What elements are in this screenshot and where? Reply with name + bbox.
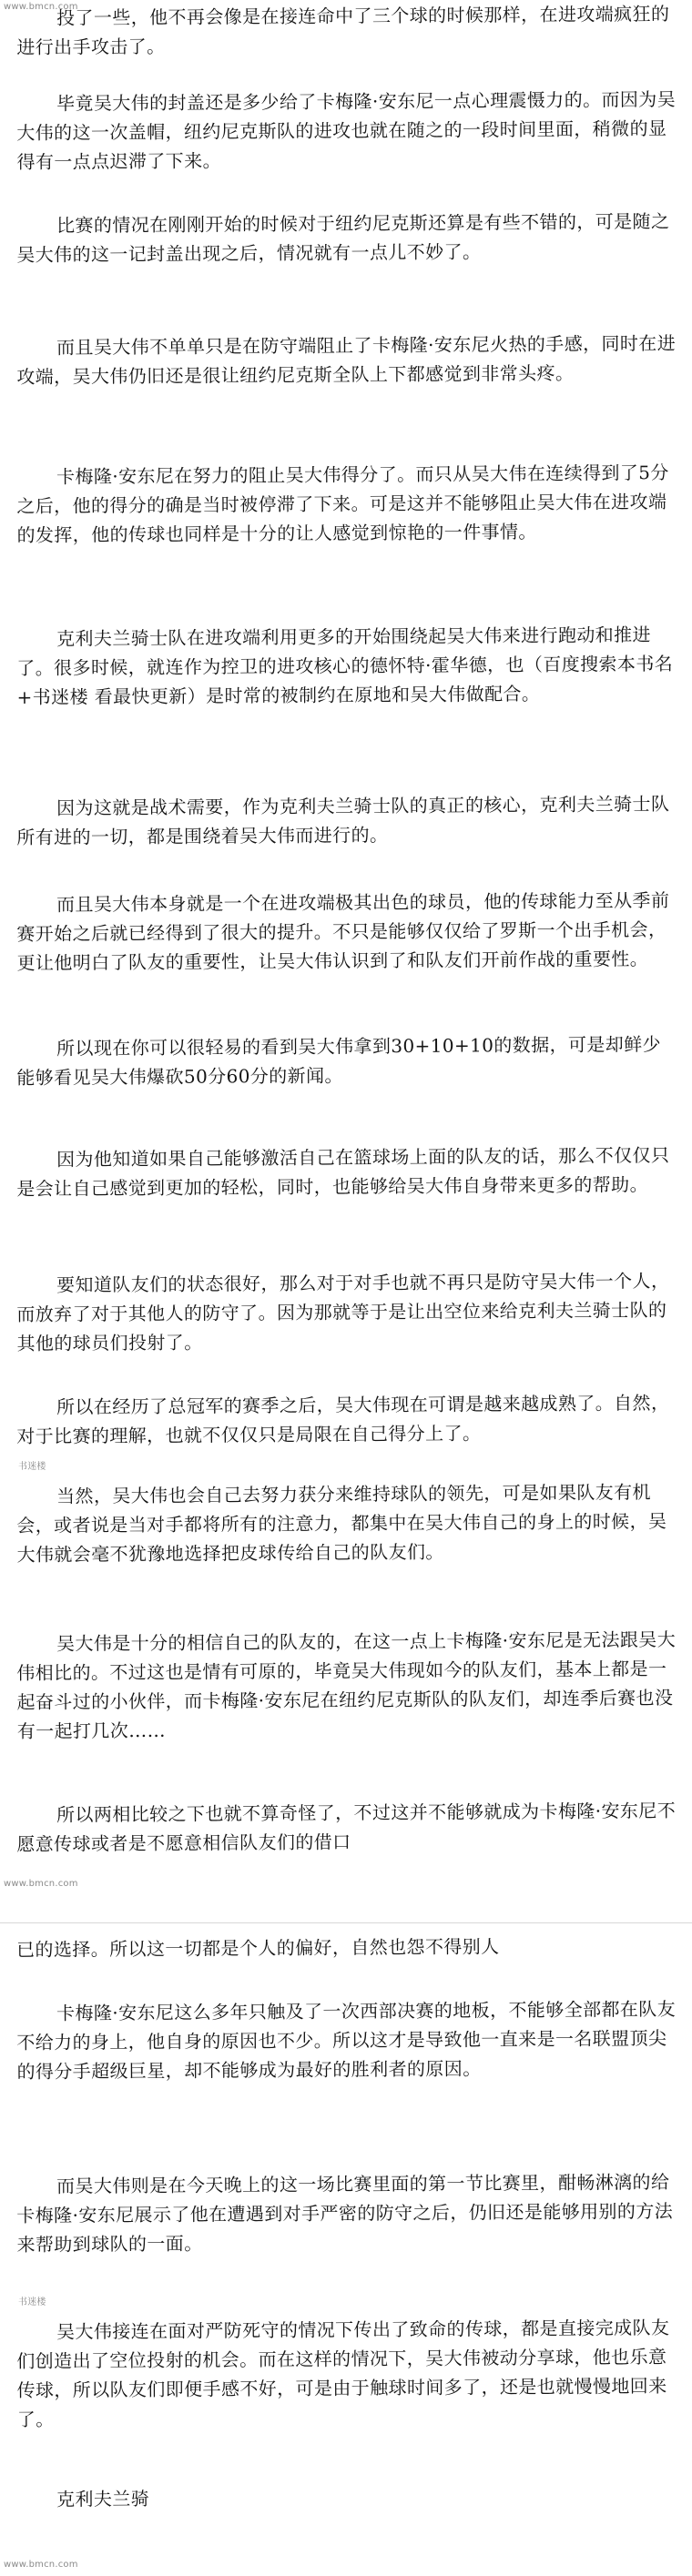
paragraph-8: 而且吴大伟本身就是一个在进攻端极其出色的球员，他的传球能力至从季前赛开始之后就已经得到了很大的提升。不只是能够仅仅给了罗斯一个出手机会，更让他明白了队友的重要性，让吴大伟认识到了和队友们开前作战的重要性。 xyxy=(16,888,670,974)
paragraph-16: 已的选择。所以这一切都是个人的偏好，自然也怨不得别人 xyxy=(16,1935,500,1961)
paragraph-1: 投了一些，他不再会像是在接连命中了三个球的时候那样，在进攻端疯狂的进行出手攻击了。 xyxy=(16,2,670,58)
paragraph-18: 而吴大伟则是在今天晚上的这一场比赛里面的第一节比赛里，酣畅淋漓的给卡梅隆·安东尼展示了他在遭遇到对手严密的防守之后，仍旧还是能够用别的方法来帮助到球队的一面。 xyxy=(16,2170,674,2256)
paragraph-2: 毕竟吴大伟的封盖还是多少给了卡梅隆·安东尼一点心理震慑力的。而因为吴大伟的这一次盖帽，纽约尼克斯队的进攻也就在随之的一段时间里面，稍微的显得有一点点迟滞了下来。 xyxy=(16,87,677,173)
watermark-lower: www.bmcn.com xyxy=(4,1879,78,1889)
paragraph-11: 要知道队友们的状态很好，那么对于对手也就不再只是防守吴大伟一个人，而放弃了对于其他人的防守了。因为那就等于是让出空位来给克利夫兰骑士队的其他的球员们投射了。 xyxy=(16,1269,670,1354)
paragraph-6: 克利夫兰骑士队在进攻端利用更多的开始围绕起吴大伟来进行跑动和推进了。很多时候，就连作为控卫的进攻核心的德怀特·霍华德，也（百度搜索本书名+书迷楼 看最快更新）是时常的被制约在原地和吴大伟做配合。 xyxy=(16,624,674,708)
paragraph-15: 所以两相比较之下也就不算奇怪了，不过这并不能够就成为卡梅隆·安东尼不愿意传球或者是不愿意相信队友们的借口 xyxy=(16,1799,677,1855)
paragraph-10: 因为他知道如果自己能够激活自己在篮球场上面的队友的话，那么不仅仅只是会让自己感觉到更加的轻松，同时，也能够给吴大伟自身带来更多的帮助。 xyxy=(16,1143,670,1200)
watermark-mid: 书迷楼 xyxy=(18,1462,46,1472)
watermark-footer: www.bmcn.com xyxy=(4,2560,78,2570)
scan-seam xyxy=(0,1922,692,1923)
paragraph-5: 卡梅隆·安东尼在努力的阻止吴大伟得分了。而只从吴大伟在连续得到了5分之后，他的得分的确是当时被停滞了下来。可是这并不能够阻止吴大伟在进攻端的发挥，他的传球也同样是十分的让人感觉到惊艳的一件事情。 xyxy=(16,461,669,546)
paragraph-7: 因为这就是战术需要，作为克利夫兰骑士队的真正的核心，克利夫兰骑士队所有进的一切，都是围绕着吴大伟而进行的。 xyxy=(16,792,670,848)
watermark-lower-2: 书迷楼 xyxy=(18,2297,46,2307)
paragraph-3: 比赛的情况在刚刚开始的时候对于纽约尼克斯还算是有些不错的，可是随之吴大伟的这一记封盖出现之后，情况就有一点儿不妙了。 xyxy=(16,209,670,266)
paragraph-19: 吴大伟接连在面对严防死守的情况下传出了致命的传球，都是直接完成队友们创造出了空位投射的机会。而在这样的情况下，吴大伟被动分享球，他也乐意传球，所以队友们即便手感不好，可是由于触球时间多了，还是也就慢慢地回来了。 xyxy=(16,2316,670,2430)
paragraph-12: 所以在经历了总冠军的赛季之后，吴大伟现在可谓是越来越成熟了。自然，对于比赛的理解，也就不仅仅只是局限在自己得分上了。 xyxy=(16,1391,670,1447)
paragraph-4: 而且吴大伟不单单只是在防守端阻止了卡梅隆·安东尼火热的手感，同时在进攻端，吴大伟仍旧还是很让纽约尼克斯全队上下都感觉到非常头疼。 xyxy=(16,331,677,388)
paragraph-13: 当然，吴大伟也会自己去努力获分来维持球队的领先，可是如果队友有机会，或者说是当对手都将所有的注意力，都集中在吴大伟自己的身上的时候，吴大伟就会毫不犹豫地选择把皮球传给自己的队友们。 xyxy=(16,1481,667,1566)
paragraph-14: 吴大伟是十分的相信自己的队友的，在这一点上卡梅隆·安东尼是无法跟吴大伟相比的。不过这也是情有可原的，毕竟吴大伟现如今的队友们，基本上都是一起奋斗过的小伙伴，而卡梅隆·安东尼在纽约尼克斯队的队友们，却连季后赛也没有一起打几次…… xyxy=(16,1628,677,1742)
paragraph-17: 卡梅隆·安东尼这么多年只触及了一次西部决赛的地板，不能够全部都在队友不给力的身上，他自身的原因也不少。所以这才是导致他一直来是一名联盟顶尖的得分手超级巨星，却不能够成为最好的胜利者的原因。 xyxy=(16,1997,677,2083)
paragraph-9: 所以现在你可以很轻易的看到吴大伟拿到30+10+10的数据，可是却鲜少能够看见吴大伟爆砍50分60分的新闻。 xyxy=(16,1033,662,1089)
watermark-top: www.bmcn.com xyxy=(4,2,78,12)
paragraph-20: 克利夫兰骑 xyxy=(56,2487,150,2510)
